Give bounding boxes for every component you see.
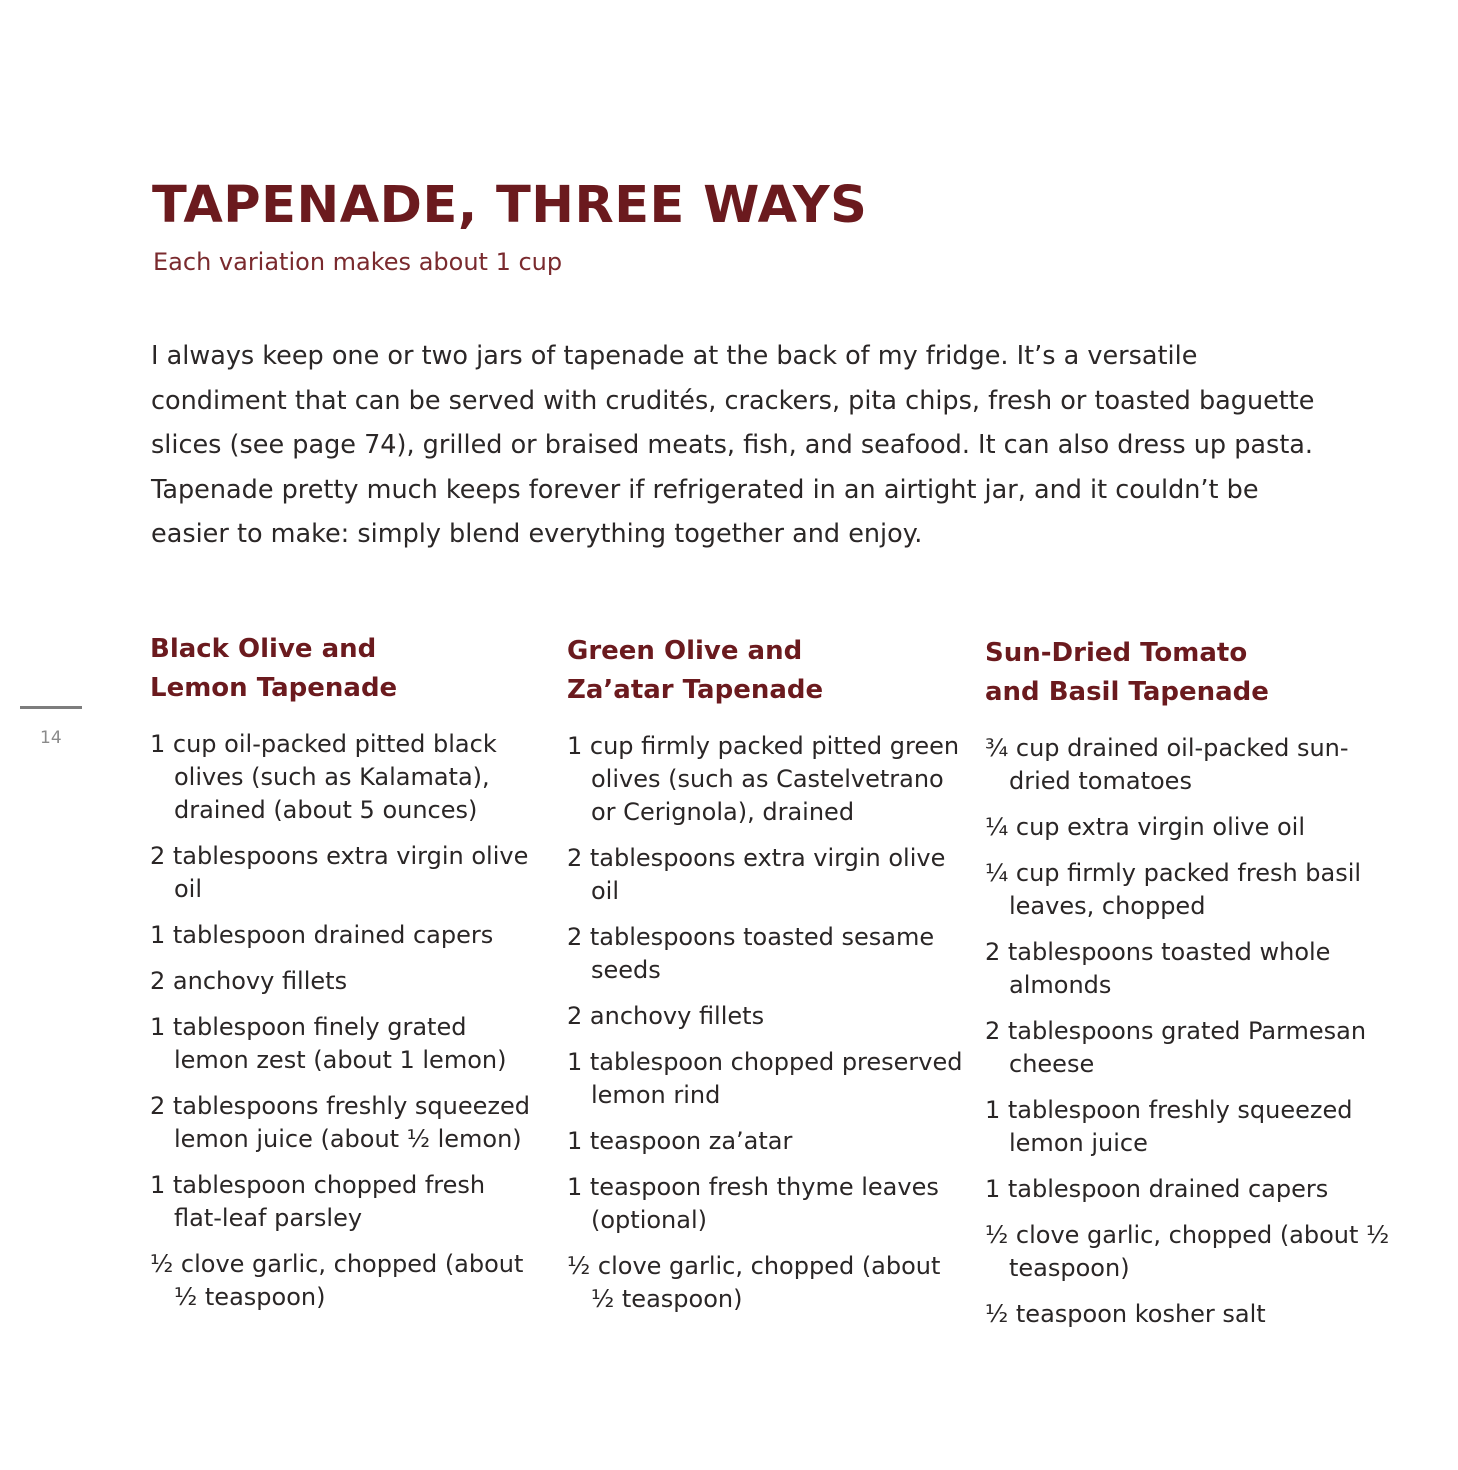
ingredient-item: 1 teaspoon za’atar xyxy=(567,1127,793,1155)
recipe-heading xyxy=(567,632,967,710)
recipe-heading-line: Lemon Tapenade xyxy=(150,673,398,703)
ingredient-item: 2 tablespoons extra virgin olive oil xyxy=(150,842,529,903)
ingredient-item: 1 tablespoon freshly squeezed lemon juice xyxy=(985,1096,1353,1157)
ingredient-item: 1 teaspoon fresh thyme leaves (optional) xyxy=(567,1173,939,1234)
ingredient-item: 1 tablespoon drained capers xyxy=(985,1175,1329,1203)
recipe-green-olive xyxy=(567,632,967,1329)
ingredient-item: ½ clove garlic, chopped (about ½ teaspoon) xyxy=(567,1252,941,1313)
ingredient-item: 2 tablespoons toasted sesame seeds xyxy=(567,923,935,984)
recipe-heading-line: Green Olive and xyxy=(567,636,803,666)
intro-paragraph: I always keep one or two jars of tapenade at the back of my fridge. It’s a versatile condiment that can be served with crudités, crackers, pita chips, fresh or toasted baguette slices (see page 74), grilled or braised meats, fish, and seafood. It can also dress up pasta. Tapenade pretty much keeps forever if refrigerated in an airtight jar, and it couldn’t be easier to make: simply blend everything together and enjoy. xyxy=(151,341,1315,549)
ingredient-item: ½ teaspoon kosher salt xyxy=(985,1300,1266,1328)
page-number: 14 xyxy=(40,728,62,748)
recipe-heading-line: Black Olive and xyxy=(150,634,377,664)
ingredient-item: ¼ cup firmly packed fresh basil leaves, chopped xyxy=(985,859,1362,920)
yield-subtitle: Each variation makes about 1 cup xyxy=(153,248,563,276)
ingredient-item: 1 tablespoon finely grated lemon zest (about 1 lemon) xyxy=(150,1013,507,1074)
recipe-heading-line: Za’atar Tapenade xyxy=(567,675,824,705)
recipe-black-olive xyxy=(150,630,540,1327)
recipe-heading xyxy=(150,630,540,708)
ingredient-item: 1 tablespoon chopped fresh flat-leaf parsley xyxy=(150,1171,486,1232)
ingredient-item: 2 anchovy fillets xyxy=(567,1002,765,1030)
recipe-heading xyxy=(985,634,1405,712)
recipe-heading-line: Sun-Dried Tomato xyxy=(985,638,1248,668)
ingredient-list xyxy=(150,728,540,1314)
ingredient-item: ½ clove garlic, chopped (about ½ teaspoon) xyxy=(150,1250,524,1311)
ingredient-item: 2 tablespoons grated Parmesan cheese xyxy=(985,1017,1367,1078)
ingredient-item: 1 tablespoon drained capers xyxy=(150,921,494,949)
ingredient-item: 2 tablespoons freshly squeezed lemon juice (about ½ lemon) xyxy=(150,1092,530,1153)
recipe-heading-line: and Basil Tapenade xyxy=(985,677,1269,707)
ingredient-item: ¾ cup drained oil-packed sun-dried tomatoes xyxy=(985,734,1349,795)
ingredient-item: ½ clove garlic, chopped (about ½ teaspoon) xyxy=(985,1221,1390,1282)
page-number-rule xyxy=(20,706,82,709)
ingredient-item: 1 cup firmly packed pitted green olives (such as Castelvetrano or Cerignola), drained xyxy=(567,732,960,826)
recipe-sun-dried-tomato xyxy=(985,634,1405,1344)
page-title: TAPENADE, THREE WAYS xyxy=(152,176,868,235)
ingredient-item: 1 tablespoon chopped preserved lemon rind xyxy=(567,1048,963,1109)
ingredient-item: 2 tablespoons toasted whole almonds xyxy=(985,938,1331,999)
ingredient-item: 1 cup oil-packed pitted black olives (such as Kalamata), drained (about 5 ounces) xyxy=(150,730,497,824)
ingredient-item: 2 tablespoons extra virgin olive oil xyxy=(567,844,946,905)
ingredient-item: ¼ cup extra virgin olive oil xyxy=(985,813,1306,841)
ingredient-list xyxy=(567,730,967,1316)
ingredient-item: 2 anchovy fillets xyxy=(150,967,348,995)
ingredient-list xyxy=(985,732,1405,1331)
